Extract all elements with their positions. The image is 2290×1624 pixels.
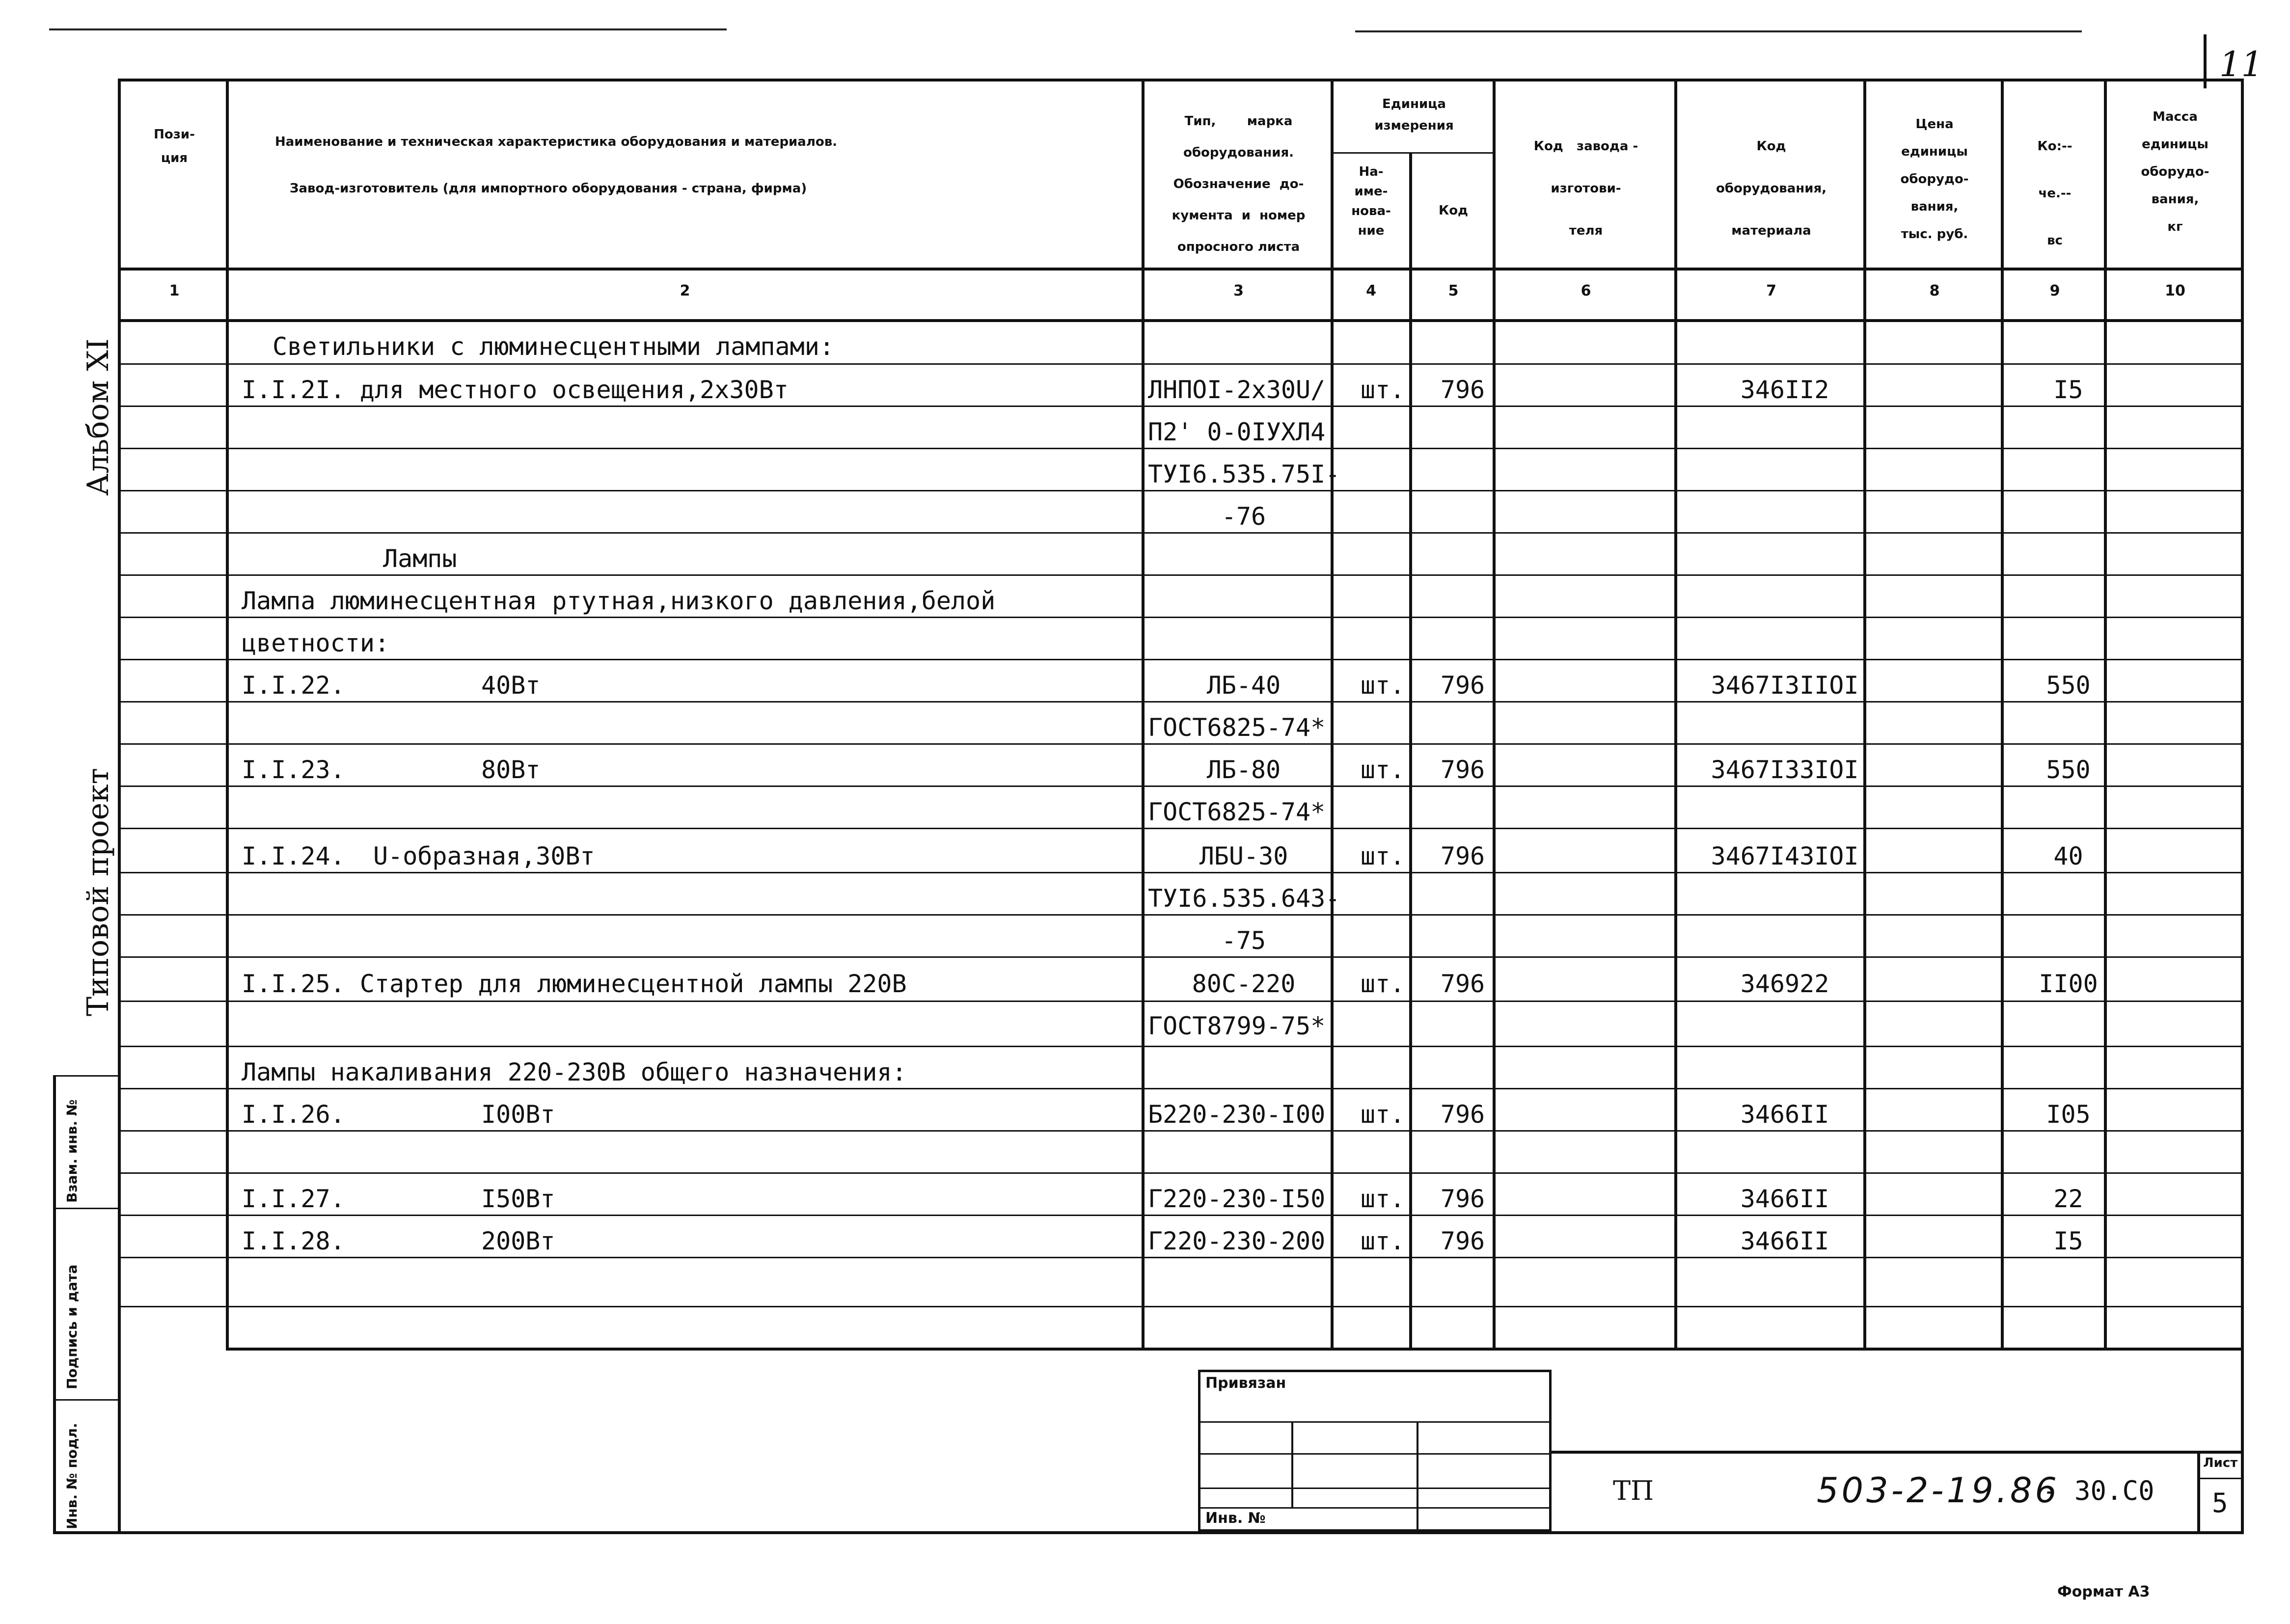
row-21-name2: 200Вт bbox=[481, 1227, 555, 1255]
stamp-privyazan: Привязан bbox=[1205, 1375, 1286, 1392]
binding-divider-1 bbox=[53, 1075, 119, 1077]
row-7-name: цветности: bbox=[242, 629, 390, 657]
header-col4: На- име- нова- ние bbox=[1351, 164, 1391, 238]
row-9-type: ГОСТ6825-74* bbox=[1148, 713, 1326, 742]
project-label: Типовой проект bbox=[81, 768, 115, 1016]
stamp-line-b bbox=[1198, 1453, 1552, 1455]
top-border-line bbox=[49, 28, 727, 30]
header-col3: Тип, марка оборудования. Обозначение до- кумента и номер опросного листа bbox=[1172, 114, 1306, 254]
title-block-sheet-split bbox=[2197, 1478, 2244, 1479]
row-20-type: Г220-230-I50 bbox=[1148, 1185, 1326, 1213]
row-20-code: 796 bbox=[1440, 1185, 1485, 1213]
row-1-code: 796 bbox=[1440, 376, 1485, 404]
row-20-equip: 3466II bbox=[1740, 1185, 1829, 1213]
row-18-name2: I00Вт bbox=[481, 1100, 555, 1129]
row-15-type: 80С-220 bbox=[1192, 970, 1296, 998]
colnum-2: 2 bbox=[680, 282, 690, 299]
header-col7: Код оборудования, материала bbox=[1716, 139, 1827, 238]
row-13-type: ТУI6.535.643- bbox=[1148, 884, 1340, 913]
col-line-5 bbox=[1493, 79, 1496, 1350]
stamp-line-a bbox=[1198, 1421, 1552, 1423]
row-8-name: I.I.22. bbox=[242, 671, 345, 700]
colnum-3: 3 bbox=[1233, 282, 1244, 299]
row-10-type: ЛБ-80 bbox=[1206, 756, 1281, 784]
stamp-line-d bbox=[1198, 1507, 1552, 1509]
binding-divider-3 bbox=[53, 1399, 119, 1401]
header-bottom-line bbox=[118, 268, 2244, 271]
sheet-number: 5 bbox=[2212, 1488, 2228, 1518]
colnum-9: 9 bbox=[2049, 282, 2060, 299]
vzam-inv-label: Взам. инв. № bbox=[64, 1099, 80, 1203]
row-17-name: Лампы накаливания 220-230В общего назначения: bbox=[242, 1058, 907, 1086]
stamp-inv-no: Инв. № bbox=[1205, 1510, 1266, 1527]
row-18-code: 796 bbox=[1440, 1100, 1485, 1129]
header-col2-line1: Наименование и техническая характеристика оборудования и материалов. bbox=[275, 135, 838, 149]
row-8-type: ЛБ-40 bbox=[1206, 671, 1281, 700]
colnum-4: 4 bbox=[1366, 282, 1376, 299]
row-0-name: Светильники с люминесцентными лампами: bbox=[273, 332, 834, 361]
row-line bbox=[121, 659, 2242, 660]
row-15-name: I.I.25. Стартер для люминесцентной лампы 220В bbox=[242, 970, 907, 998]
row-1-type: ЛНПОI-2х30U/ bbox=[1148, 376, 1326, 404]
row-20-name: I.I.27. bbox=[242, 1185, 345, 1213]
row-8-qty: 550 bbox=[2046, 671, 2091, 700]
colnum-8: 8 bbox=[1929, 282, 1940, 299]
row-14-type: -75 bbox=[1221, 926, 1266, 955]
row-12-qty: 40 bbox=[2053, 842, 2083, 870]
row-21-type: Г220-230-200 bbox=[1148, 1227, 1326, 1255]
row-2-type: П2' 0-0IУХЛ4 bbox=[1148, 418, 1326, 446]
row-18-name: I.I.26. bbox=[242, 1100, 345, 1129]
sheet-label: Лист bbox=[2203, 1456, 2238, 1470]
header-col8: Цена единицы оборудо- вания, тыс. руб. bbox=[1900, 117, 1969, 242]
row-18-equip: 3466II bbox=[1740, 1100, 1829, 1129]
row-10-unit: шт. bbox=[1360, 756, 1405, 784]
row-5-name: Лампы bbox=[383, 544, 457, 573]
header-col1: Пози- ция bbox=[154, 127, 195, 165]
row-18-unit: шт. bbox=[1360, 1100, 1405, 1129]
colnum-10: 10 bbox=[2165, 282, 2185, 299]
header-unit: Единица измерения bbox=[1374, 97, 1454, 133]
top-border-line-right bbox=[1355, 30, 2082, 32]
header-col2-line2: Завод-изготовитель (для импортного оборудования - страна, фирма) bbox=[290, 181, 807, 196]
row-4-type: -76 bbox=[1221, 502, 1266, 531]
header-col6: Код завода - изготови- теля bbox=[1533, 139, 1638, 238]
row-21-qty: I5 bbox=[2053, 1227, 2083, 1255]
row-12-name3: U-образная,30Вт bbox=[373, 842, 595, 870]
col-line-2 bbox=[1142, 79, 1145, 1350]
colnum-bottom-line bbox=[118, 319, 2244, 322]
row-21-equip: 3466II bbox=[1740, 1227, 1829, 1255]
row-1-name: I.I.2I. для местного освещения,2х30Вт bbox=[242, 376, 789, 404]
row-15-unit: шт. bbox=[1360, 970, 1405, 998]
binding-strip-bottom bbox=[53, 1531, 122, 1534]
title-doc-suffix: - 30.С0 bbox=[2043, 1475, 2154, 1506]
colnum-7: 7 bbox=[1766, 282, 1776, 299]
row-10-equip: 3467I33IOI bbox=[1711, 756, 1859, 784]
row-10-code: 796 bbox=[1440, 756, 1485, 784]
col-line-9 bbox=[2104, 79, 2107, 1350]
row-12-equip: 3467I43IOI bbox=[1711, 842, 1859, 870]
row-8-equip: 3467I3IIOI bbox=[1711, 671, 1859, 700]
stamp-vline-b bbox=[1417, 1421, 1418, 1532]
col-line-8 bbox=[2001, 79, 2004, 1350]
row-12-name: I.I.24. bbox=[242, 842, 345, 870]
stamp-vline-a bbox=[1291, 1421, 1293, 1507]
row-3-type: ТУI6.535.75I- bbox=[1148, 460, 1340, 488]
row-20-qty: 22 bbox=[2053, 1185, 2083, 1213]
row-20-name2: I50Вт bbox=[481, 1185, 555, 1213]
row-1-qty: I5 bbox=[2053, 376, 2083, 404]
title-block-sheet-line bbox=[2197, 1451, 2200, 1534]
colnum-6: 6 bbox=[1581, 282, 1591, 299]
title-tp: ТП bbox=[1613, 1475, 1654, 1506]
row-6-name: Лампа люминесцентная ртутная,низкого давления,белой bbox=[242, 587, 996, 615]
col-line-7 bbox=[1863, 79, 1866, 1350]
table-body-bottom bbox=[226, 1348, 2244, 1351]
col-line-1 bbox=[226, 79, 229, 1350]
row-18-qty: I05 bbox=[2046, 1100, 2091, 1129]
binding-strip-left bbox=[53, 1075, 56, 1534]
row-8-name2: 40Вт bbox=[481, 671, 541, 700]
row-15-code: 796 bbox=[1440, 970, 1485, 998]
row-21-code: 796 bbox=[1440, 1227, 1485, 1255]
row-12-code: 796 bbox=[1440, 842, 1485, 870]
header-col5: Код bbox=[1438, 203, 1469, 218]
col-line-6 bbox=[1674, 79, 1677, 1350]
row-20-unit: шт. bbox=[1360, 1185, 1405, 1213]
header-col10: Масса единицы оборудо- вания, кг bbox=[2141, 109, 2209, 234]
row-21-unit: шт. bbox=[1360, 1227, 1405, 1255]
row-11-type: ГОСТ6825-74* bbox=[1148, 798, 1326, 826]
page-corner-number: 11 bbox=[2219, 44, 2263, 84]
row-line bbox=[121, 1306, 2242, 1307]
colnum-5: 5 bbox=[1448, 282, 1459, 299]
header-col9: Ко:-- че.-- вс bbox=[2037, 139, 2072, 248]
row-12-unit: шт. bbox=[1360, 842, 1405, 870]
row-1-unit: шт. bbox=[1360, 376, 1405, 404]
row-15-equip: 346922 bbox=[1740, 970, 1829, 998]
title-block-top bbox=[1552, 1451, 2244, 1454]
row-10-name: I.I.23. bbox=[242, 756, 345, 784]
row-line bbox=[121, 1172, 2242, 1174]
row-15-qty: II00 bbox=[2039, 970, 2098, 998]
row-10-qty: 550 bbox=[2046, 756, 2091, 784]
inv-podl-label: Инв. № подл. bbox=[64, 1423, 80, 1529]
title-doc-code: 503-2-19.86 bbox=[1817, 1470, 2060, 1511]
row-12-type: ЛБU-30 bbox=[1199, 842, 1288, 870]
row-10-name2: 80Вт bbox=[481, 756, 541, 784]
row-16-type: ГОСТ8799-75* bbox=[1148, 1012, 1326, 1040]
album-label: Альбом XI bbox=[81, 338, 115, 496]
row-8-unit: шт. bbox=[1360, 671, 1405, 700]
row-21-name: I.I.28. bbox=[242, 1227, 345, 1255]
row-8-code: 796 bbox=[1440, 671, 1485, 700]
stamp-line-c bbox=[1198, 1488, 1552, 1489]
podpis-label: Подпись и дата bbox=[64, 1264, 80, 1389]
col-line-3 bbox=[1331, 79, 1334, 1350]
row-1-equip: 346II2 bbox=[1740, 376, 1829, 404]
binding-divider-2 bbox=[53, 1208, 119, 1209]
colnum-1: 1 bbox=[169, 282, 180, 299]
row-18-type: Б220-230-I00 bbox=[1148, 1100, 1326, 1129]
format-label: Формат А3 bbox=[2057, 1583, 2150, 1600]
